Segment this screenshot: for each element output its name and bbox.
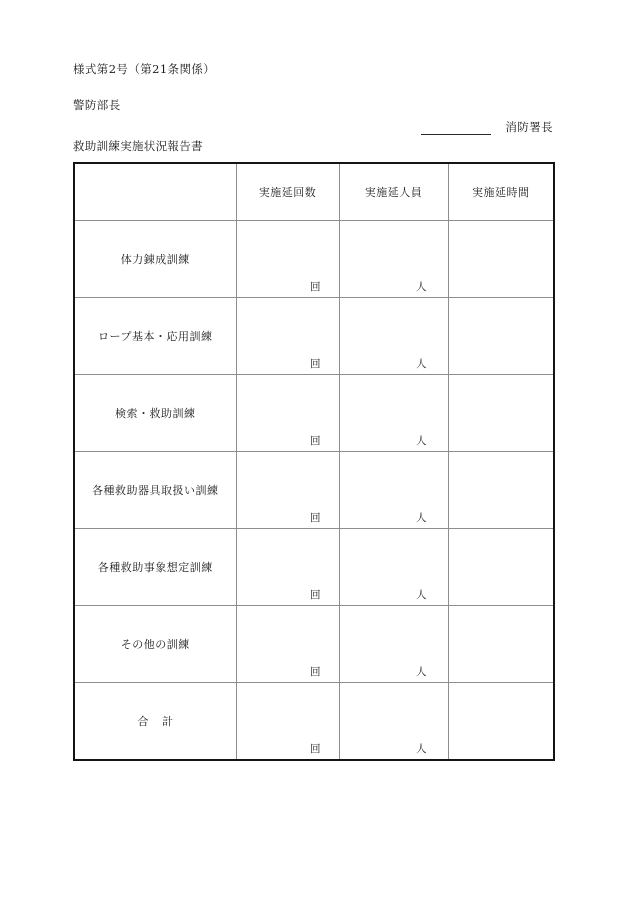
row-label: 検索・救助訓練 (74, 375, 236, 452)
cell-people[interactable] (339, 452, 448, 529)
cell-people[interactable] (339, 221, 448, 298)
unit-count: 回 (310, 280, 321, 293)
signature-blank-field[interactable] (421, 122, 491, 135)
cell-count[interactable] (236, 452, 339, 529)
unit-count: 回 (310, 665, 321, 678)
header-hours: 実施延時間 (448, 163, 554, 221)
cell-people[interactable] (339, 298, 448, 375)
unit-count: 回 (310, 588, 321, 601)
row-label: ロープ基本・応用訓練 (74, 298, 236, 375)
cell-hours[interactable] (448, 221, 554, 298)
table-row (74, 375, 554, 452)
table-row (74, 683, 554, 761)
unit-people: 人 (416, 434, 427, 447)
form-code: 様式第2号（第21条関係） (73, 62, 216, 76)
table-row (74, 221, 554, 298)
training-report-table (73, 162, 555, 761)
cell-count[interactable] (236, 606, 339, 683)
cell-hours[interactable] (448, 529, 554, 606)
row-label: 合 計 (74, 683, 236, 761)
unit-count: 回 (310, 434, 321, 447)
cell-count[interactable] (236, 221, 339, 298)
row-label: 体力錬成訓練 (74, 221, 236, 298)
table-row (74, 529, 554, 606)
cell-count[interactable] (236, 529, 339, 606)
unit-people: 人 (416, 357, 427, 370)
header-label-blank (74, 163, 236, 221)
cell-hours[interactable] (448, 606, 554, 683)
row-label: 各種救助器具取扱い訓練 (74, 452, 236, 529)
table-row (74, 452, 554, 529)
cell-people[interactable] (339, 683, 448, 761)
unit-count: 回 (310, 742, 321, 755)
table-header-row (74, 163, 554, 221)
cell-people[interactable] (339, 375, 448, 452)
signature-title: 消防署長 (505, 120, 553, 134)
cell-people[interactable] (339, 606, 448, 683)
cell-count[interactable] (236, 375, 339, 452)
header-count: 実施延回数 (236, 163, 339, 221)
cell-hours[interactable] (448, 298, 554, 375)
unit-count: 回 (310, 511, 321, 524)
cell-hours[interactable] (448, 375, 554, 452)
row-label: 各種救助事象想定訓練 (74, 529, 236, 606)
unit-people: 人 (416, 280, 427, 293)
unit-people: 人 (416, 742, 427, 755)
table-row (74, 606, 554, 683)
addressee-label: 警防部長 (73, 98, 121, 112)
cell-count[interactable] (236, 298, 339, 375)
unit-people: 人 (416, 511, 427, 524)
signature-row (421, 119, 553, 135)
cell-people[interactable] (339, 529, 448, 606)
cell-hours[interactable] (448, 452, 554, 529)
cell-hours[interactable] (448, 683, 554, 761)
report-title: 救助訓練実施状況報告書 (73, 139, 203, 153)
row-label: その他の訓練 (74, 606, 236, 683)
unit-people: 人 (416, 588, 427, 601)
unit-count: 回 (310, 357, 321, 370)
cell-count[interactable] (236, 683, 339, 761)
table-row (74, 298, 554, 375)
unit-people: 人 (416, 665, 427, 678)
header-people: 実施延人員 (339, 163, 448, 221)
